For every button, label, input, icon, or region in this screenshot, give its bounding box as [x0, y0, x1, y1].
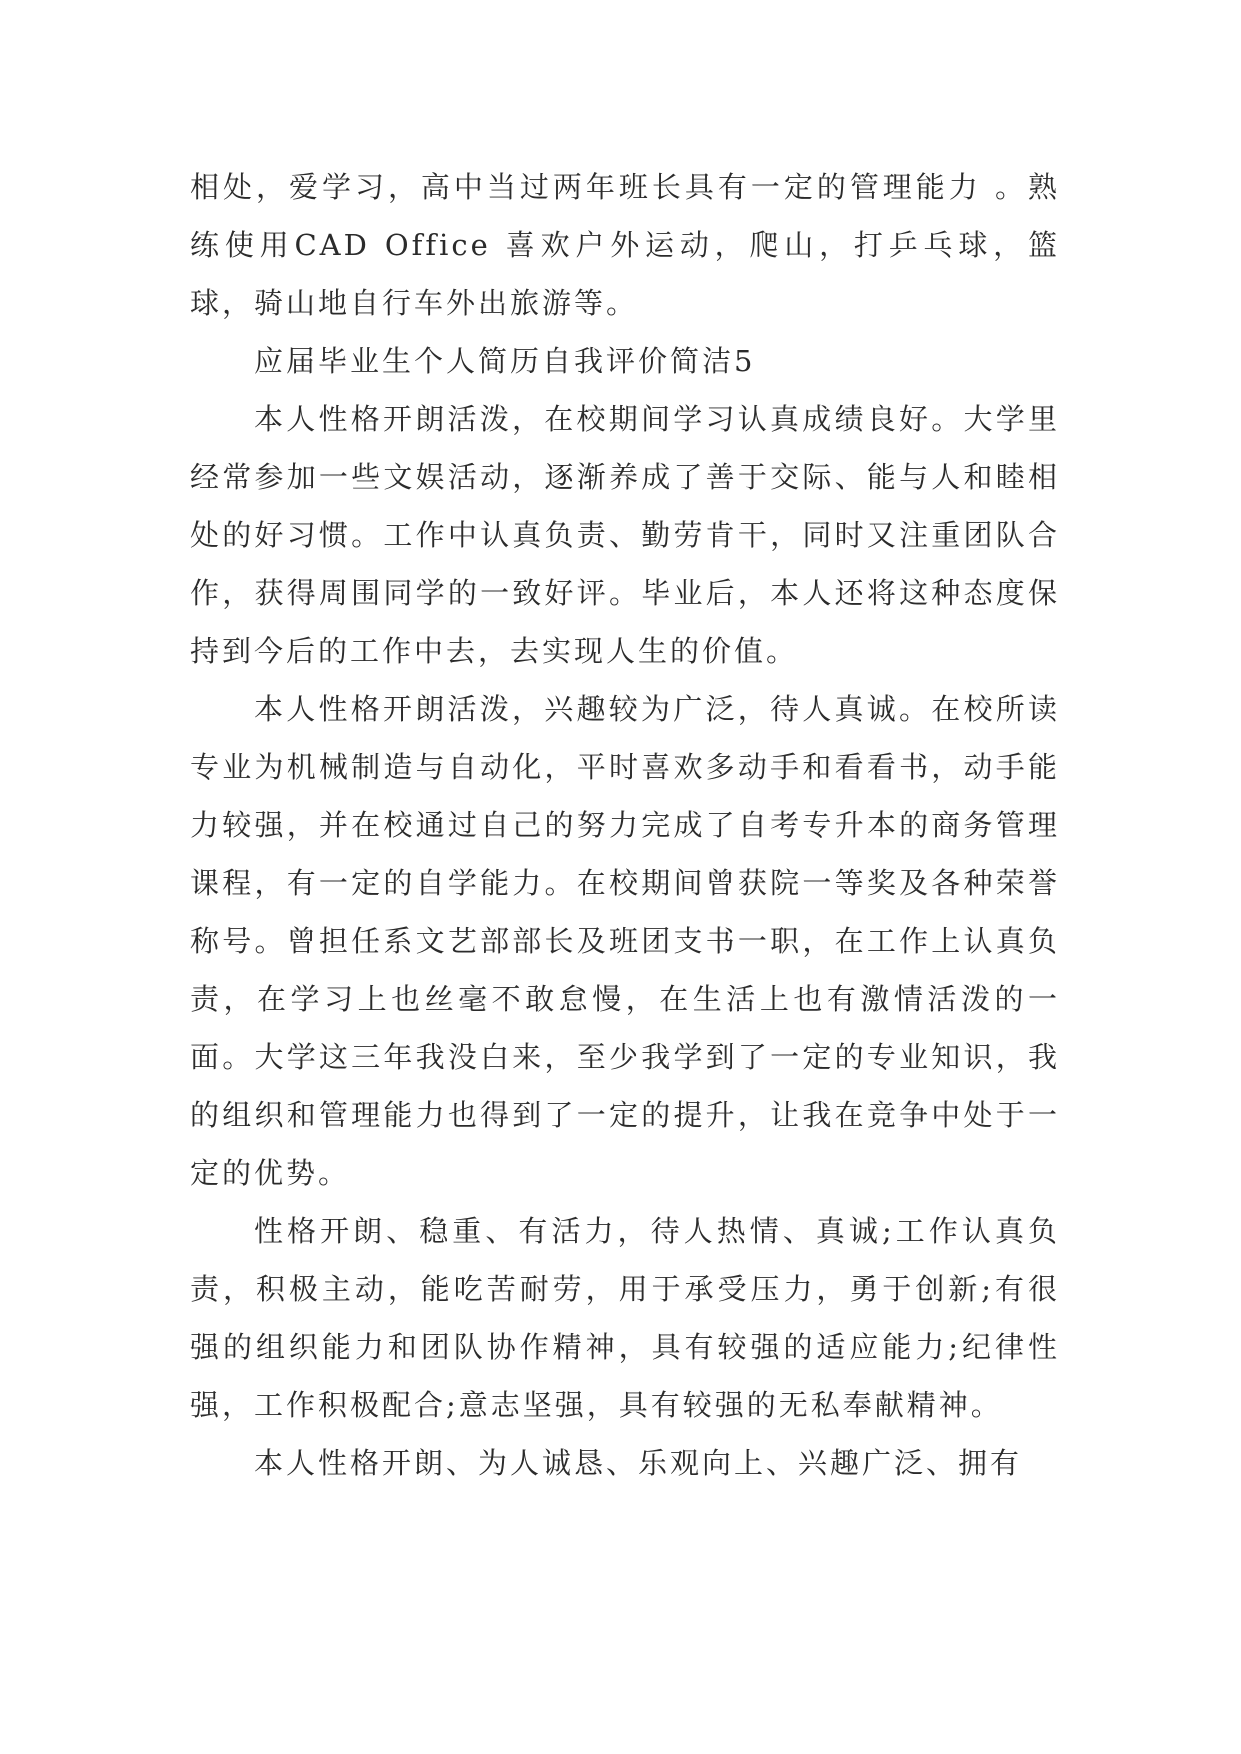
paragraph: 本人性格开朗、为人诚恳、乐观向上、兴趣广泛、拥有: [254, 1446, 1023, 1480]
paragraph-continuation: 相处，爱学习，高中当过两年班长具有一定的管理能力 。熟练使用CAD Office 喜欢户外运动，爬山，打乒乓球，篮球，骑山地自行车外出旅游等。: [190, 170, 1060, 320]
section-heading: 应届毕业生个人简历自我评价简洁5: [254, 344, 756, 378]
paragraph: 本人性格开朗活泼，在校期间学习认真成绩良好。大学里经常参加一些文娱活动，逐渐养成了善于交际、能与人和睦相处的好习惯。工作中认真负责、勤劳肯干，同时又注重团队合作，获得周围同学的一致好评。毕业后，本人还将这种态度保持到今后的工作中去，去实现人生的价值。: [190, 402, 1060, 668]
paragraph: 本人性格开朗活泼，兴趣较为广泛，待人真诚。在校所读专业为机械制造与自动化，平时喜欢多动手和看看书，动手能力较强，并在校通过自己的努力完成了自考专升本的商务管理课程，有一定的自学能力。在校期间曾获院一等奖及各种荣誉称号。曾担任系文艺部部长及班团支书一职，在工作上认真负责，在学习上也丝毫不敢怠慢，在生活上也有激情活泼的一面。大学这三年我没白来，至少我学到了一定的专业知识，我的组织和管理能力也得到了一定的提升，让我在竞争中处于一定的优势。: [190, 692, 1060, 1190]
paragraph: 性格开朗、稳重、有活力，待人热情、真诚;工作认真负责，积极主动，能吃苦耐劳，用于承受压力，勇于创新;有很强的组织能力和团队协作精神，具有较强的适应能力;纪律性强，工作积极配合;意志坚强，具有较强的无私奉献精神。: [190, 1214, 1060, 1422]
document-body: [190, 158, 1060, 1492]
